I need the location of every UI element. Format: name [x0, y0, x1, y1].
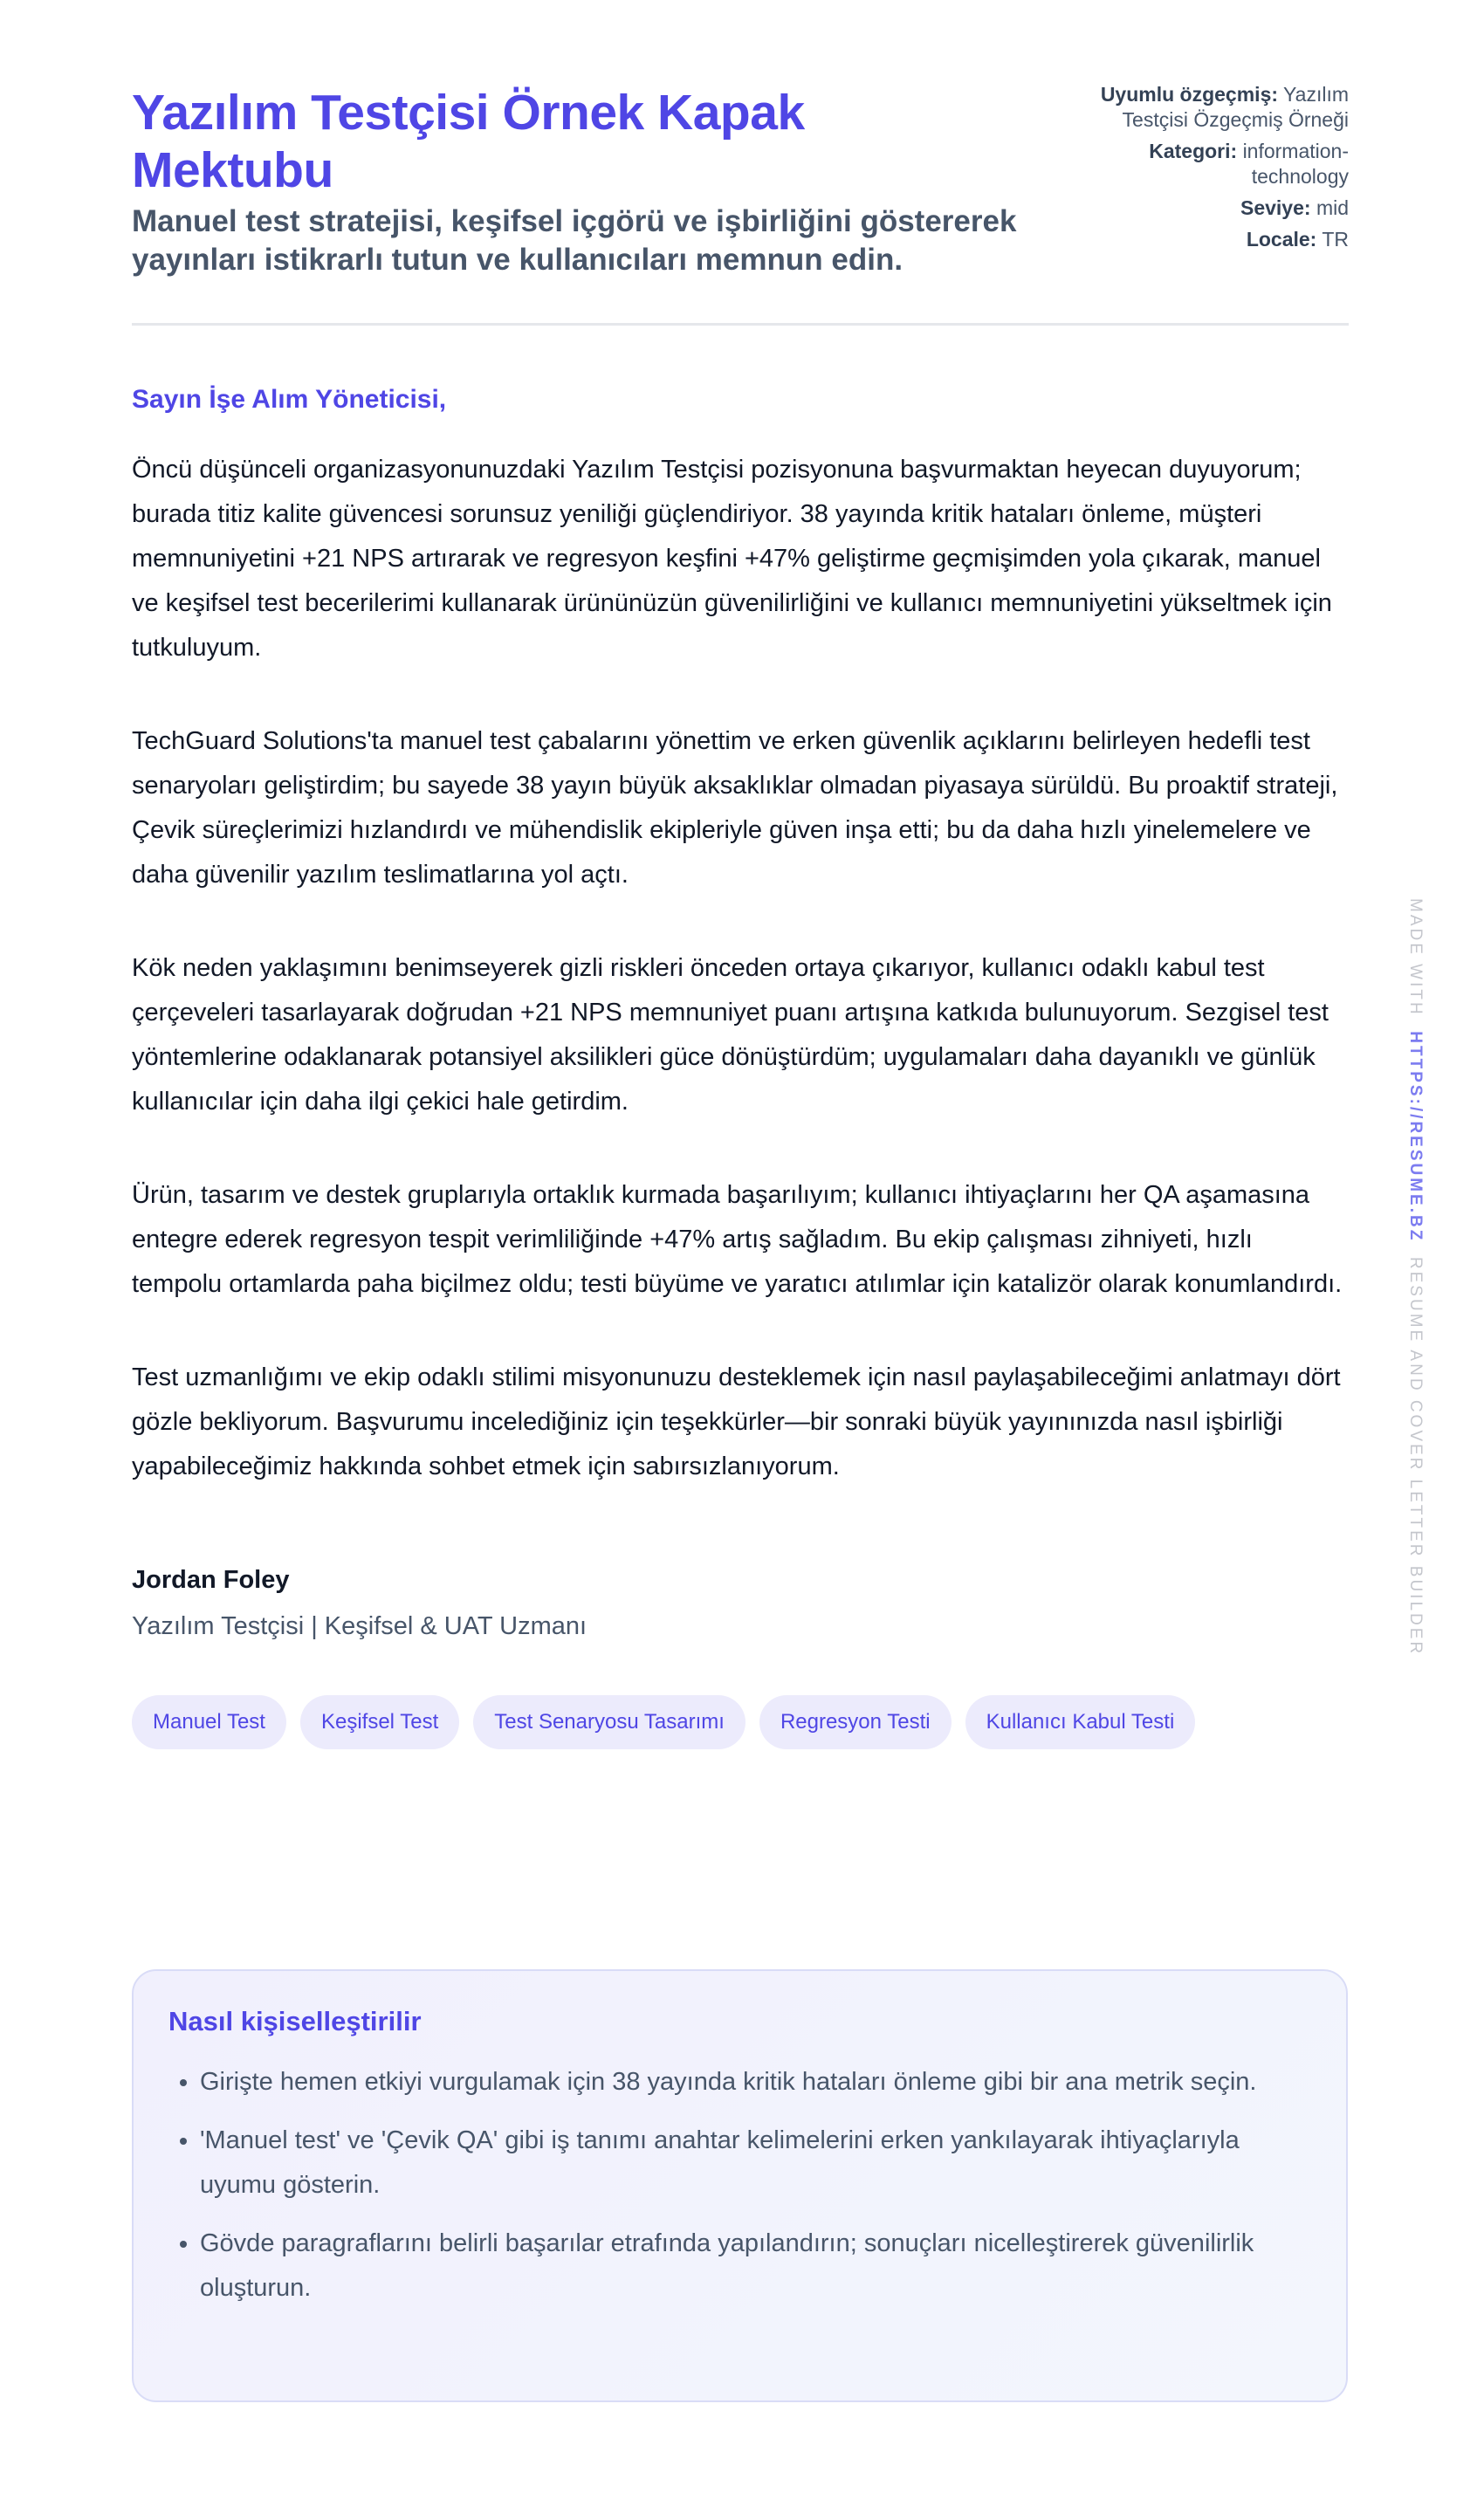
skill-tag: Keşifsel Test [300, 1695, 459, 1749]
meta-label: Seviye: [1240, 196, 1311, 219]
meta-value: mid [1316, 196, 1349, 219]
paragraph: Test uzmanlığımı ve ekip odaklı stilimi misyonunuzu desteklemek için nasıl paylaşabileceğimi anlatmayı dört gözle bekliyorum. Başvurumu incelediğiniz için teşekkürler—bir sonraki büyük yayınınızda nasıl işbirliği yapabileceğimiz hakkında sohbet etmek için sabırsızlanıyorum. [132, 1363, 1341, 1480]
paragraph: Ürün, tasarım ve destek gruplarıyla ortaklık kurmada başarılıyım; kullanıcı ihtiyaçlarını her QA aşamasına entegre ederek regresyon tespit verimliliğinde +47% artış sağladım. Bu ekip çalışması zihniyeti, hızlı tempolu ortamlarda paha biçilmez oldu; testi büyüme ve yaratıcı atılımlar için katalizör olarak konumlandırdı. [132, 1181, 1343, 1298]
skill-tag: Regresyon Testi [759, 1695, 952, 1749]
watermark-suffix: RESUME AND COVER LETTER BUILDER [1406, 1256, 1425, 1657]
cover-letter [132, 84, 1349, 1749]
skill-tag: Manuel Test [132, 1695, 286, 1749]
personalization-tips [132, 1969, 1348, 2402]
meta-resume [1061, 82, 1349, 133]
meta-info [1061, 82, 1349, 258]
tip-item: • Girişte hemen etkiyi vurgulamak için 38 yayında kritik hataları önleme gibi bir ana metrik seçin. [200, 2060, 1311, 2105]
header [132, 84, 1349, 326]
watermark [1405, 898, 1425, 1656]
meta-value: TR [1322, 228, 1349, 251]
tips-title: Nasıl kişiselleştirilir [168, 2006, 422, 2036]
signature-title: Yazılım Testçisi | Keşifsel & UAT Uzmanı [132, 1612, 587, 1640]
paragraph: Kök neden yaklaşımını benimseyerek gizli riskleri önceden ortaya çıkarıyor, kullanıcı odaklı kabul test çerçeveleri tasarlayarak doğrudan +21 NPS memnuniyet puanı artışına katkıda bulunuyorum. Sezgisel test yöntemlerine odaklanarak potansiyel aksilikleri güce dönüştürdüm; uygulamaları daha dayanıklı ve günlük kullanıcılar için daha ilgi çekici hale getirdim. [132, 954, 1329, 1116]
tip-item: • 'Manuel test' ve 'Çevik QA' gibi iş tanımı anahtar kelimelerini erken yankılayarak ihtiyaçlarıyla uyumu gösterin. [200, 2119, 1311, 2208]
skill-tags [132, 1695, 1349, 1749]
skill-tag: Test Senaryosu Tasarımı [473, 1695, 745, 1749]
meta-value: Yazılım Testçisi Özgeçmiş Örneği [1122, 83, 1349, 131]
title-block [132, 84, 1031, 279]
tip-item: • Gövde paragraflarını belirli başarılar etrafında yapılandırın; sonuçları nicelleştirerek güvenilirlik oluşturun. [200, 2222, 1311, 2311]
watermark-link[interactable]: HTTPS://RESUME.BZ [1406, 1031, 1425, 1243]
signature-name: Jordan Foley [132, 1566, 290, 1594]
meta-locale [1061, 227, 1349, 252]
tips-list [168, 2060, 1311, 2311]
skill-tag: Kullanıcı Kabul Testi [965, 1695, 1196, 1749]
paragraph: TechGuard Solutions'ta manuel test çabalarını yönettim ve erken güvenlik açıklarını belirleyen hedefli test senaryoları geliştirdim; bu sayede 38 yayın büyük aksaklıklar olmadan piyasaya sürüldü. Bu proaktif strateji, Çevik süreçlerimizi hızlandırdı ve mühendislik ekipleriyle güven inşa etti; bu da daha hızlı yinelemelere ve daha güvenilir yazılım teslimatlarına yol açtı. [132, 727, 1338, 889]
meta-label: Uyumlu özgeçmiş: [1100, 83, 1279, 106]
meta-level [1061, 196, 1349, 221]
watermark-prefix: MADE WITH [1406, 898, 1425, 1017]
page-subtitle: Manuel test stratejisi, keşifsel içgörü ve işbirliğini göstererek yayınları istikrarlı tutun ve kullanıcıları memnun edin. [132, 204, 1017, 277]
meta-label: Locale: [1246, 228, 1317, 251]
page-title: Yazılım Testçisi Örnek Kapak Mektubu [132, 85, 805, 198]
meta-value: information-technology [1242, 140, 1349, 188]
paragraph: Öncü düşünceli organizasyonunuzdaki Yazılım Testçisi pozisyonuna başvurmaktan heyecan duyuyorum; burada titiz kalite güvencesi sorunsuz yeniliği güçlendiriyor. 38 yayında kritik hataları önleme, müşteri memnuniyetini +21 NPS artırarak ve regresyon keşfini +47% geliştirme geçmişimden yola çıkarak, manuel ve keşifsel test becerilerimi kullanarak ürününüzün güvenilirliğini ve kullanıcı memnuniyetini yükseltmek için tutkuluyum. [132, 456, 1332, 662]
salutation: Sayın İşe Alım Yöneticisi, [132, 385, 447, 414]
meta-category [1061, 139, 1349, 189]
meta-label: Kategori: [1149, 140, 1238, 162]
